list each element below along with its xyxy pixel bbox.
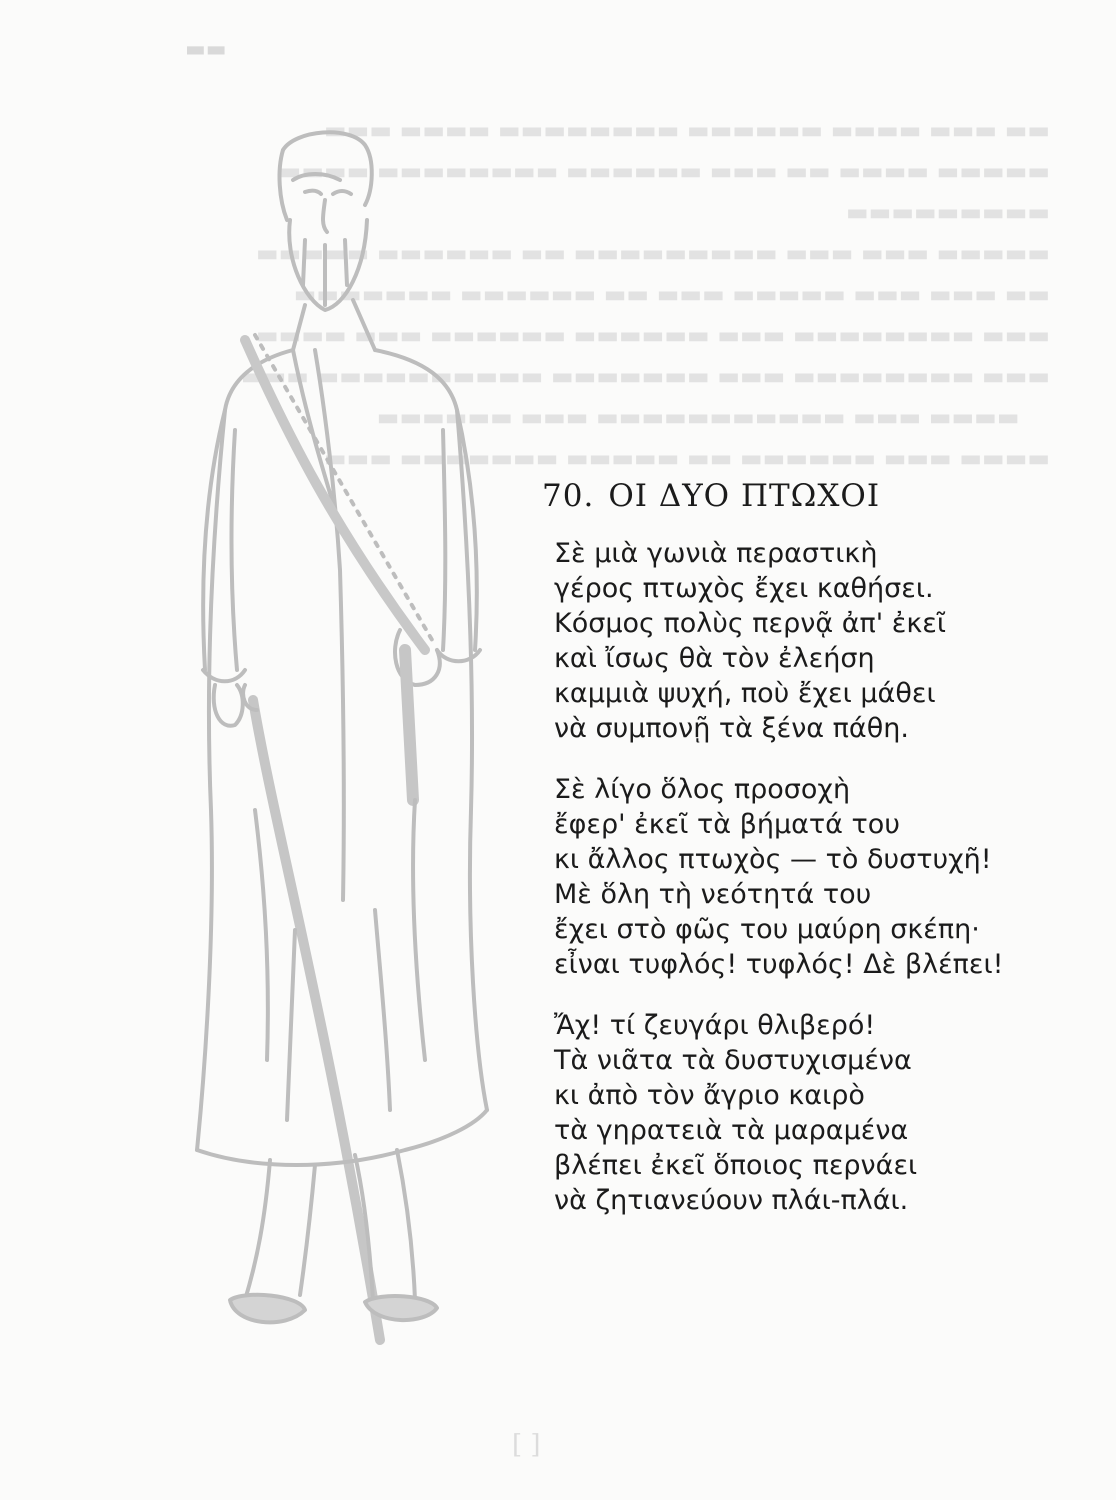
poem-title-text: ΟΙ ΔΥΟ ΠΤΩΧΟΙ bbox=[608, 478, 881, 514]
poem-line: ἔχει στὸ φῶς του μαύρη σκέπη· bbox=[554, 914, 980, 945]
bleed-through-texture: ▬▬ ▬▬▬ ▬▬▬▬ ▬▬▬▬▬▬ ▬▬▬▬▬▬▬▬ ▬▬▬▬ ▬▬▬ ▬▬▬▬▬ ▬▬▬▬ ▬▬ ▬▬▬ ▬▬▬▬▬▬ ▬▬▬▬▬▬▬▬ ▬▬▬▬ ▬▬▬▬▬▬▬▬▬ ▬▬▬▬▬ ▬▬▬ ▬▬▬ ▬▬▬▬▬▬▬▬▬ ▬▬ ▬▬▬▬▬▬ ▬▬▬▬▬ ▬▬ ▬▬▬ ▬▬▬ ▬▬▬▬▬ ▬▬▬ ▬▬ ▬▬▬▬▬▬ ▬▬▬▬▬▬▬ ▬▬▬ ▬▬▬▬▬▬▬▬ ▬▬▬ ▬▬▬▬▬▬ ▬▬▬▬▬▬ ▬▬▬ ▬▬▬▬ ▬▬▬ ▬▬▬▬▬▬▬▬ ▬▬▬ ▬▬▬▬▬▬▬ ▬▬▬▬▬▬▬▬▬▬ ▬▬▬ ▬▬▬▬ ▬▬▬ ▬▬▬▬▬▬▬▬▬▬▬ ▬▬▬ ▬▬▬▬▬▬ ▬▬▬▬ ▬▬▬ ▬▬▬▬▬▬ ▬▬ ▬▬▬▬▬ ▬▬▬▬▬▬▬ ▬▬▬ bbox=[240, 116, 1050, 472]
poem bbox=[542, 478, 1062, 1244]
poem-line: Σὲ λίγο ὅλος προσοχὴ bbox=[554, 774, 851, 805]
poem-line: Τὰ νιᾶτα τὰ δυστυχισμένα bbox=[554, 1045, 912, 1076]
poem-line: Ἄχ! τί ζευγάρι θλιβερό! bbox=[554, 1010, 876, 1041]
stanza-2 bbox=[554, 772, 1062, 982]
poem-line: νὰ ζητιανεύουν πλάι-πλάι. bbox=[554, 1185, 909, 1216]
poem-line: βλέπει ἐκεῖ ὅποιος περνάει bbox=[554, 1150, 918, 1181]
poem-line: ἔφερ' ἐκεῖ τὰ βήματά του bbox=[554, 809, 900, 840]
page-number-faint: ▬▬ bbox=[185, 36, 227, 62]
poem-line: τὰ γηρατειὰ τὰ μαραμένα bbox=[554, 1115, 909, 1146]
poem-number: 70. bbox=[542, 478, 595, 514]
poem-line: καὶ ἴσως θὰ τὸν ἐλεήση bbox=[554, 643, 875, 674]
old-beggar-illustration bbox=[175, 110, 535, 1350]
bottom-mark-faint: [ ] bbox=[512, 1430, 541, 1460]
poem-line: κι ἀπὸ τὸν ἄγριο καιρὸ bbox=[554, 1080, 865, 1111]
poem-line: Μὲ ὅλη τὴ νεότητά του bbox=[554, 879, 872, 910]
poem-line: καμμιὰ ψυχή, ποὺ ἔχει μάθει bbox=[554, 678, 936, 709]
stanza-1 bbox=[554, 536, 1062, 746]
poem-title bbox=[542, 478, 1062, 514]
poem-line: Κόσμος πολὺς περνᾷ ἀπ' ἐκεῖ bbox=[554, 608, 947, 639]
poem-line: γέρος πτωχὸς ἔχει καθήσει. bbox=[554, 573, 934, 604]
poem-line: Σὲ μιὰ γωνιὰ περαστικὴ bbox=[554, 538, 878, 569]
stanza-3 bbox=[554, 1008, 1062, 1218]
poem-line: κι ἄλλος πτωχὸς — τὸ δυστυχῆ! bbox=[554, 844, 992, 875]
poem-line: νὰ συμπονῇ τὰ ξένα πάθη. bbox=[554, 713, 909, 744]
poem-line: εἶναι τυφλός! τυφλός! Δὲ βλέπει! bbox=[554, 949, 1004, 980]
